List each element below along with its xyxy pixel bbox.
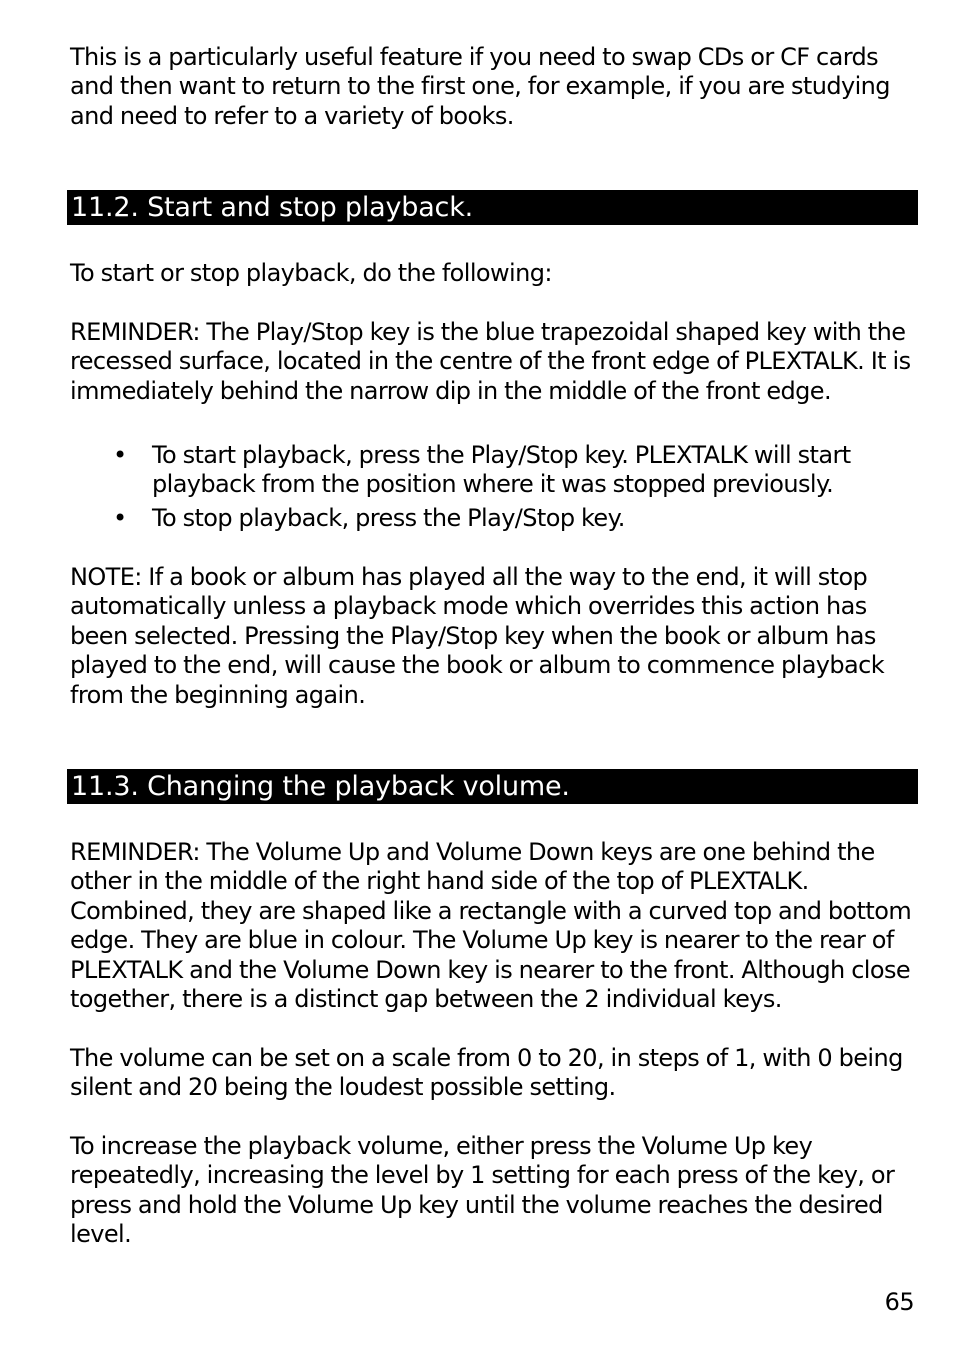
bullet-icon: • (113, 441, 127, 469)
section-heading-playback-volume: 11.3. Changing the playback volume. (67, 769, 918, 804)
volume-scale-paragraph: The volume can be set on a scale from 0 to 20, in steps of 1, with 0 being silent and 20 being the loudest possible setting. (70, 1044, 903, 1102)
list-item-start-playback (70, 441, 915, 500)
end-of-book-note: NOTE: If a book or album has played all the way to the end, it will stop automatically unless a playback mode which overrides this action has been selected. Pressing the Play/Stop key when the book or album has played to the end, will cause the book or album to commence playback from the beginning again. (70, 563, 885, 709)
intro-paragraph: This is a particularly useful feature if you need to swap CDs or CF cards and then want to return to the first one, for example, if you are studying and need to refer to a variety of books. (70, 43, 890, 130)
play-stop-reminder: REMINDER: The Play/Stop key is the blue trapezoidal shaped key with the recessed surface, located in the centre of the front edge of PLEXTALK. It is immediately behind the narrow dip in the middle of the front edge. (70, 318, 911, 405)
increase-volume-paragraph: To increase the playback volume, either press the Volume Up key repeatedly, increasing the level by 1 setting for each press of the key, or press and hold the Volume Up key until the volume reaches the desired level. (70, 1132, 895, 1249)
playback-steps-list (70, 441, 915, 534)
section-heading-start-stop-playback: 11.2. Start and stop playback. (67, 190, 918, 225)
bullet-icon: • (113, 504, 127, 533)
list-item-text: To start playback, press the Play/Stop key. PLEXTALK will start playback from the position where it was stopped previously. (152, 441, 851, 499)
start-stop-instruction: To start or stop playback, do the following: (70, 259, 552, 287)
list-item-stop-playback (70, 504, 915, 533)
list-item-text: To stop playback, press the Play/Stop key. (152, 504, 625, 533)
page-number: 65 (884, 1288, 914, 1316)
volume-keys-reminder: REMINDER: The Volume Up and Volume Down keys are one behind the other in the middle of the right hand side of the top of PLEXTALK. Combined, they are shaped like a rectangle with a curved top and bottom edge. They are blue in colour. The Volume Up key is nearer to the rear of PLEXTALK and the Volume Down key is nearer to the front. Although close together, there is a distinct gap between the 2 individual keys. (70, 838, 912, 1014)
